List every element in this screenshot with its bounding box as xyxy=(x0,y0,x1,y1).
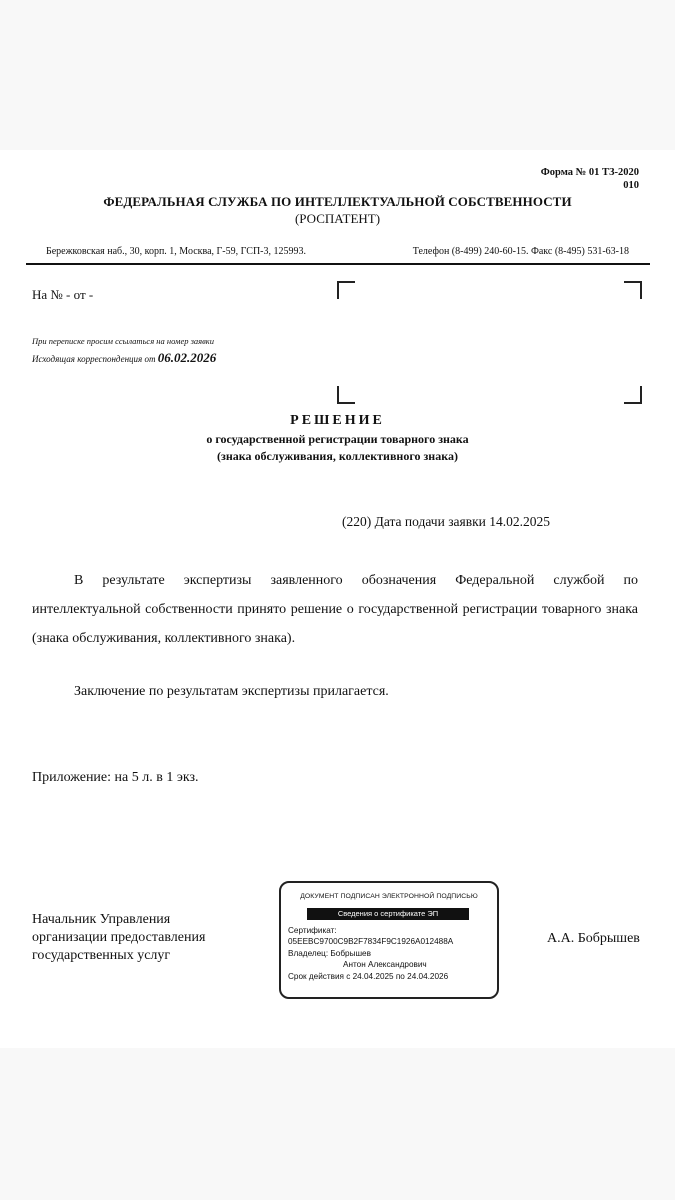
header-divider xyxy=(26,263,650,265)
form-number: Форма № 01 ТЗ-2020 xyxy=(540,167,639,178)
stamp-header: ДОКУМЕНТ ПОДПИСАН ЭЛЕКТРОННОЙ ПОДПИСЬЮ xyxy=(300,893,478,900)
reference-line: На № - от - xyxy=(32,287,94,302)
stamp-validity: Срок действия с 24.04.2025 по 24.04.2026 xyxy=(288,972,449,981)
decision-paragraph: В результате экспертизы заявленного обозначения Федеральной службой по интеллектуальной собственности принято решение о государственной регистрации товарного знака (знака обслуживания, коллективного знака). xyxy=(32,573,638,646)
position-line-1: Начальник Управления xyxy=(32,912,171,927)
conclusion-line: Заключение по результатам экспертизы прилагается. xyxy=(74,684,389,699)
outgoing-label: Исходящая корреспонденция от xyxy=(32,354,156,364)
address-corner-top-left xyxy=(337,281,355,299)
electronic-signature-stamp xyxy=(279,881,499,999)
stamp-certificate-bar: Сведения о сертификате ЭП xyxy=(307,908,469,920)
document-subtitle-2: (знака обслуживания, коллективного знака) xyxy=(217,449,458,463)
document-subtitle-1: о государственной регистрации товарного знака xyxy=(206,432,469,446)
appendix-line: Приложение: на 5 л. в 1 экз. xyxy=(32,770,199,785)
correspondence-note: При переписке просим ссылаться на номер заявки xyxy=(32,336,215,346)
document-page xyxy=(0,150,675,1048)
form-number-block xyxy=(541,166,639,192)
outgoing-correspondence xyxy=(32,350,216,366)
stamp-cert-number: 05EEBC9700C9B2F7834F9C1926A012488A xyxy=(288,937,454,946)
agency-short-name: (РОСПАТЕНТ) xyxy=(294,211,381,226)
agency-name: ФЕДЕРАЛЬНАЯ СЛУЖБА ПО ИНТЕЛЛЕКТУАЛЬНОЙ СОБСТВЕННОСТИ xyxy=(103,194,572,209)
address-corner-bottom-left xyxy=(337,386,355,404)
filing-date: (220) Дата подачи заявки 14.02.2025 xyxy=(342,514,551,529)
signer-name: А.А. Бобрышев xyxy=(547,931,640,946)
stamp-cert-label: Сертификат: xyxy=(288,926,337,935)
form-code: 010 xyxy=(623,180,639,191)
position-line-3: государственных услуг xyxy=(32,948,171,963)
position-line-2: организации предоставления xyxy=(32,930,206,945)
signatory-position xyxy=(32,911,205,965)
stamp-owner-label: Владелец: Бобрышев xyxy=(288,949,371,958)
address-corner-bottom-right xyxy=(624,386,642,404)
stamp-owner-name: Антон Александрович xyxy=(343,960,427,969)
agency-contacts: Телефон (8-499) 240-60-15. Факс (8-495) 531-63-18 xyxy=(412,246,629,257)
address-corner-top-right xyxy=(624,281,642,299)
agency-address: Бережковская наб., 30, корп. 1, Москва, Г-59, ГСП-3, 125993. xyxy=(46,246,307,257)
document-heading: РЕШЕНИЕ xyxy=(290,413,385,428)
outgoing-date: 06.02.2026 xyxy=(157,350,217,365)
